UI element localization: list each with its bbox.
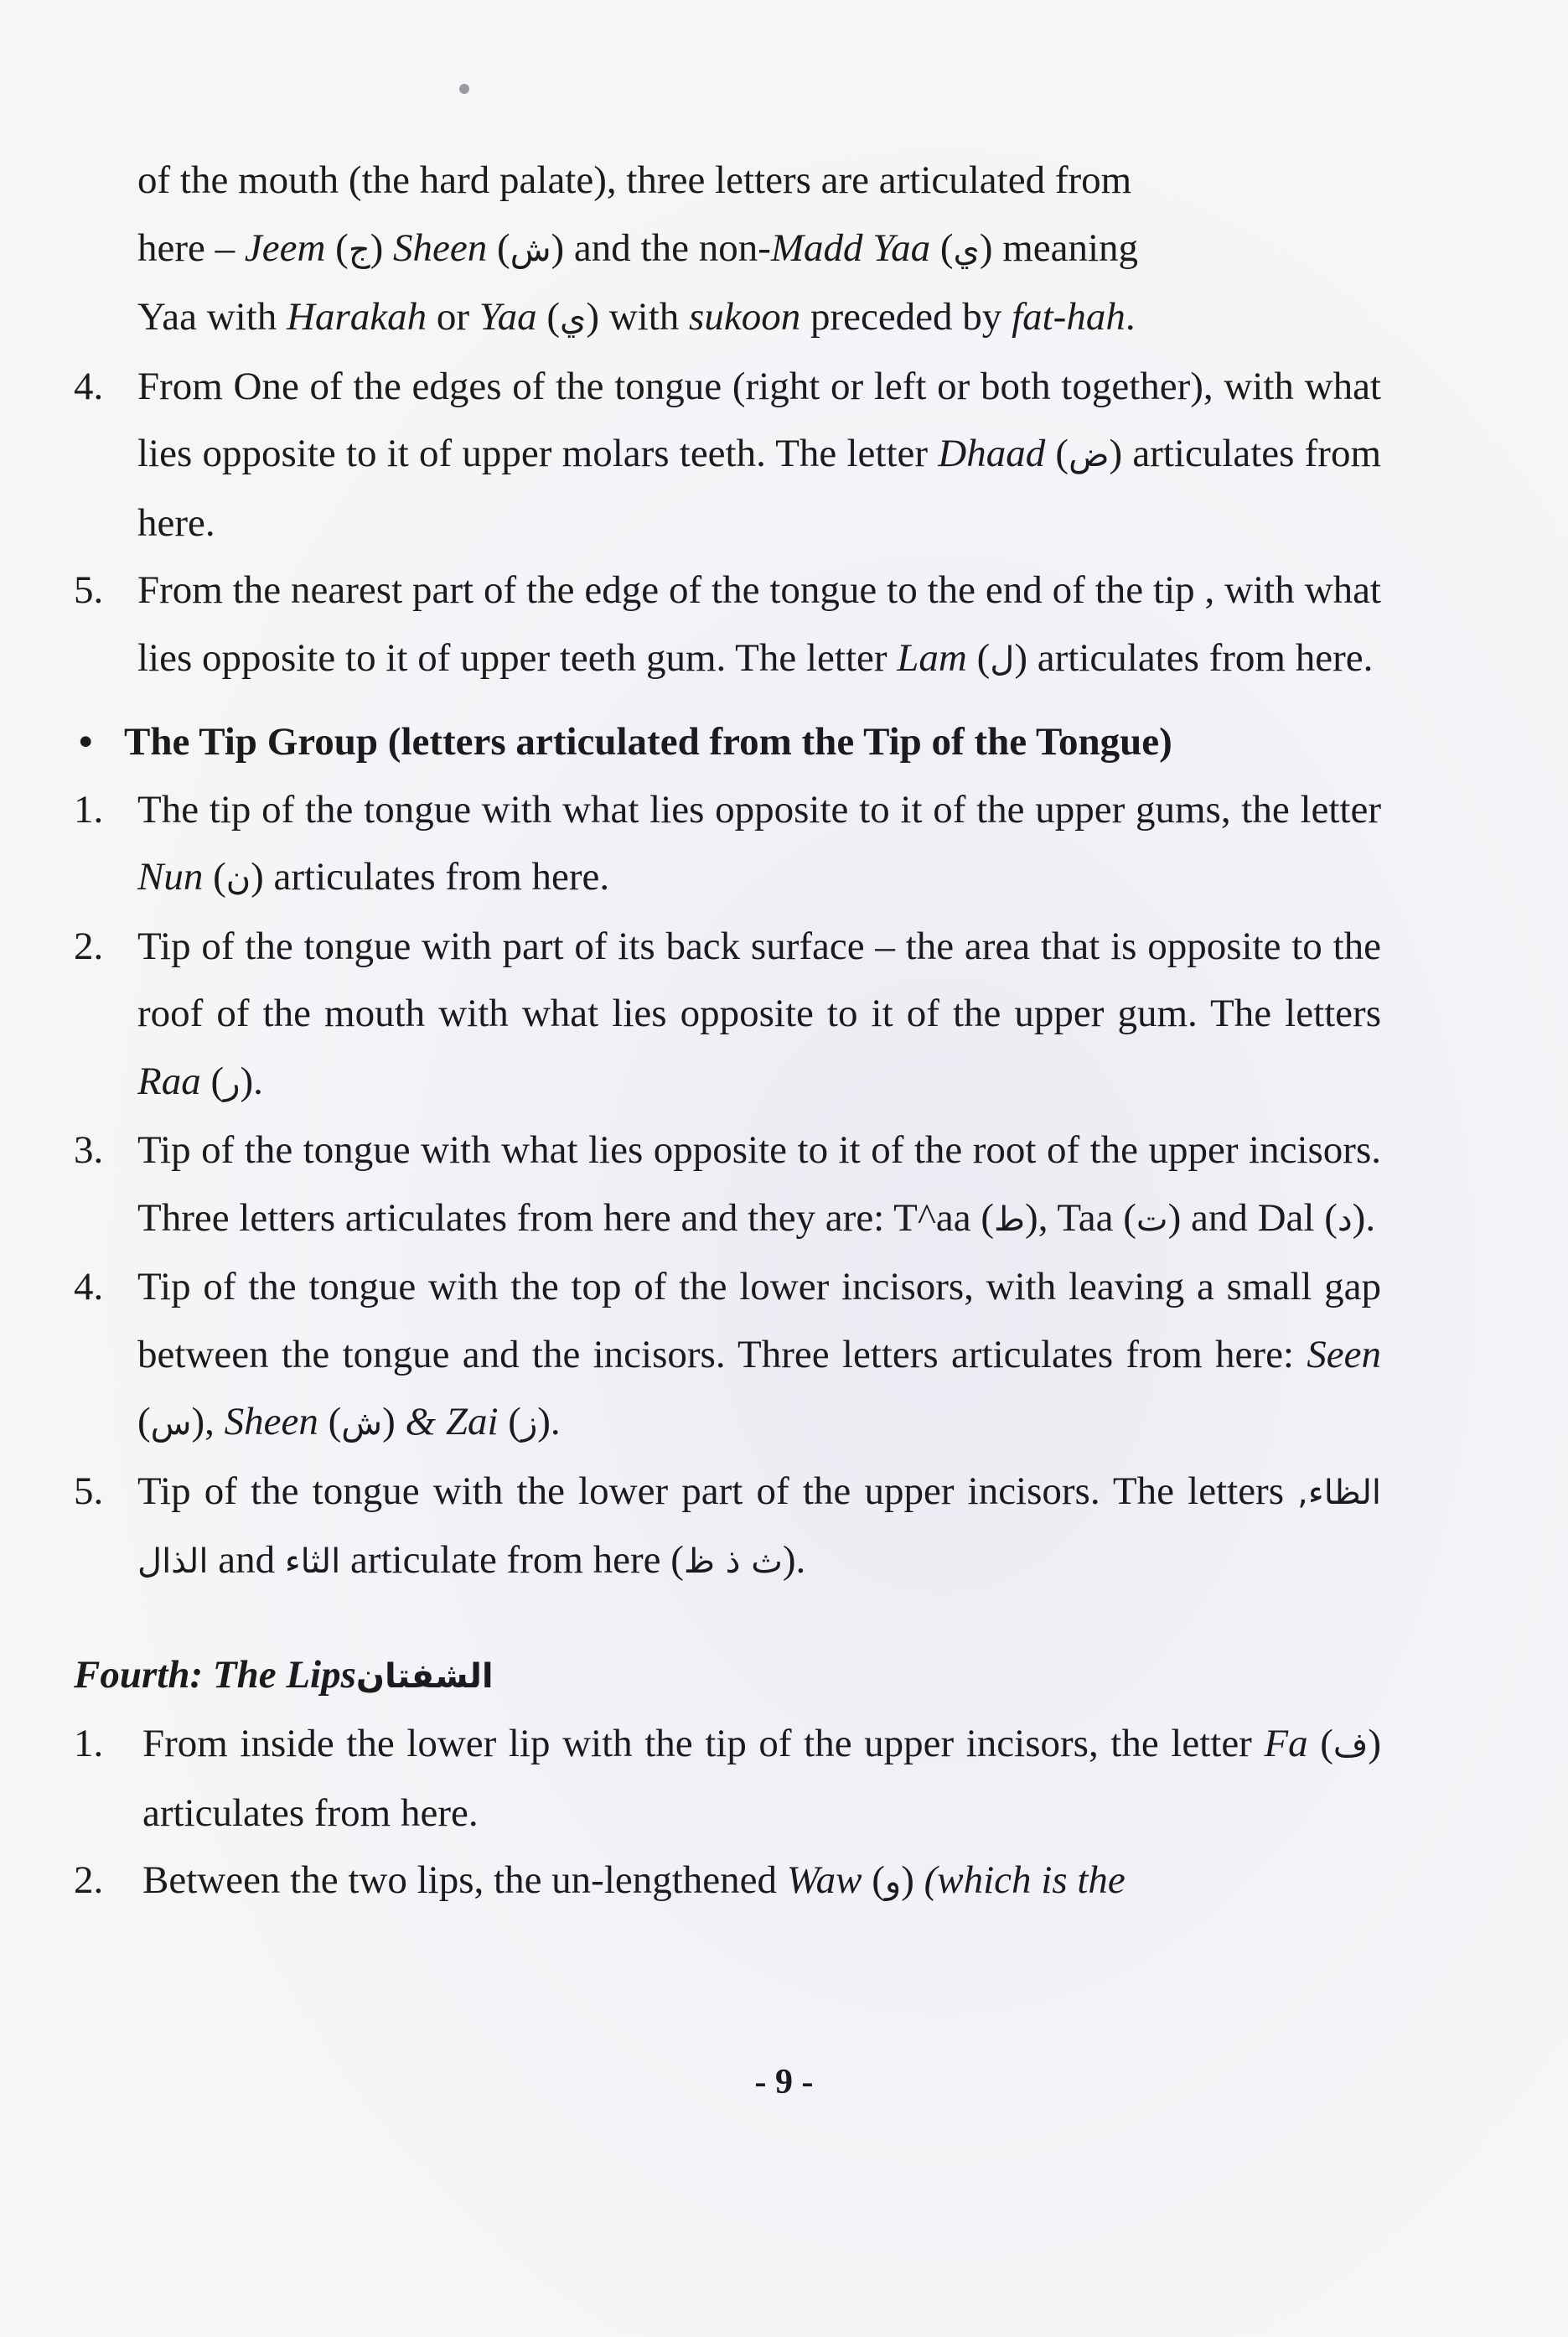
term-waw: Waw (786, 1858, 862, 1902)
text-line: of the mouth (the hard palate), three letters are articulated from (137, 158, 1132, 202)
text-span: and Dal (1181, 1195, 1325, 1240)
title-text: Fourth: The Lips (74, 1652, 356, 1697)
arabic-letter: ر (224, 1063, 241, 1102)
item-text: From One of the edges of the tongue (right or left or both together), with what lies opposite to it of upper molars teeth. The letter Dhaad (ض) articulates from here. (137, 364, 1382, 545)
section-heading (74, 708, 1381, 776)
item-number: 1. (74, 1722, 104, 1765)
section-title (74, 1641, 1381, 1711)
arabic-letter: د (1337, 1200, 1353, 1239)
page-number: - 9 - (754, 2063, 814, 2101)
list-item (74, 1847, 1381, 1916)
list-item (74, 776, 1381, 913)
item-text: Tip of the tongue with what lies opposite to it of the root of the upper incisors. Three letters articulates from here and they are: T^aa (ط), Taa (ت) and Dal (د). (137, 1128, 1381, 1240)
term-fathah: fat-hah (1012, 295, 1126, 339)
text-span: articulates from here. (263, 855, 610, 899)
arabic-letter: ج (348, 230, 370, 269)
text-span: The tip of the tongue with what lies opposite to it of the upper gums, the letter (137, 787, 1381, 832)
text-span: Yaa with (137, 295, 287, 339)
arabic-letter: ش (510, 230, 551, 269)
term-sukoon: sukoon (689, 295, 801, 339)
text-span: (which is the (924, 1858, 1126, 1902)
item-text: Tip of the tongue with the lower part of the upper incisors. The letters الظاء, الذال and الثاء articulate from here (ث ذ ظ). (137, 1469, 1381, 1582)
arabic-letter: ت (1136, 1200, 1168, 1239)
text-span: articulate from here (340, 1538, 671, 1582)
text-span: with (598, 295, 690, 339)
text-span: . (1365, 1195, 1376, 1240)
arabic-letters: ث ذ ظ (683, 1542, 783, 1581)
text-span: . (253, 1059, 263, 1103)
continued-paragraph: of the mouth (the hard palate), three letters are articulated from here – Jeem (ج) Sheen (ش) and the non-Madd Yaa (ي) meaning Yaa with Harakah or Yaa (ي) with sukoon preceded by fat-hah. (137, 158, 1139, 339)
term-raa: Raa (137, 1059, 201, 1103)
text-span: Tip of the tongue with what lies opposite to it of the root of the upper incisors. Three letters articulates from here and they are: T^aa (137, 1128, 1381, 1240)
term-yaa: Yaa (479, 295, 537, 339)
arabic-letter: ض (1069, 436, 1110, 474)
arabic-letter: ف (1333, 1726, 1369, 1764)
term-sheen: Sheen (224, 1400, 318, 1443)
item-number: 1. (74, 787, 104, 832)
text-span: . (1125, 295, 1136, 339)
text-span: Tip of the tongue with the top of the lower incisors, with leaving a small gap between the tongue and the incisors. Three letters articulates from here: (137, 1265, 1381, 1376)
term-harakah: Harakah (287, 295, 427, 339)
item-number: 2. (74, 1858, 104, 1902)
text-span: meaning (1002, 225, 1139, 270)
list-item (74, 1117, 1381, 1253)
term-zai: Zai (445, 1400, 499, 1443)
arabic-letters: الظاء, الذال (137, 1473, 1381, 1581)
term-nun: Nun (137, 855, 204, 899)
item-number: 2. (74, 924, 104, 968)
item-number: 5. (74, 568, 104, 612)
text-span: articulates from here. (137, 432, 1382, 545)
arabic-letter: ز (520, 1404, 538, 1443)
arabic-letter: ي (560, 299, 587, 338)
term-dhaad: Dhaad (938, 432, 1046, 475)
item-text: From the nearest part of the edge of the tongue to the end of the tip , with what lies opposite to it of upper teeth gum. The letter Lam (ل) articulates from here. (137, 568, 1381, 680)
text-span: From inside the lower lip with the tip of the upper incisors, the letter (142, 1722, 1265, 1765)
list-item (74, 1253, 1381, 1458)
list-item (74, 557, 1381, 693)
item-number: 4. (74, 1265, 104, 1308)
item-text: The tip of the tongue with what lies opposite to it of the upper gums, the letter Nun (ن) articulates from here. (137, 787, 1381, 899)
text-span: preceded by (800, 295, 1012, 339)
ampersand: & (405, 1400, 437, 1443)
title-arabic: الشفتان (355, 1656, 494, 1696)
text-span: . (550, 1400, 561, 1443)
term-lam: Lam (897, 635, 967, 680)
list-item (74, 913, 1381, 1117)
arabic-letter: ط (994, 1200, 1026, 1239)
text-span: or (427, 295, 479, 339)
spacer (74, 693, 1381, 708)
text-span: articulates from here. (142, 1790, 479, 1835)
text-span: Tip of the tongue with the lower part of the upper incisors. The letters (137, 1469, 1298, 1513)
text-span: Between the two lips, the un-lengthened (142, 1858, 787, 1902)
text-span: articulates from here. (1027, 635, 1374, 680)
item-text: Tip of the tongue with the top of the lower incisors, with leaving a small gap between the tongue and the incisors. Three letters articulates from here: Seen (س), Sheen (ش) & Zai (ز). (137, 1265, 1381, 1443)
item-number: 4. (74, 364, 104, 408)
term-jeem: Jeem (244, 225, 326, 270)
term-fa: Fa (1264, 1722, 1308, 1765)
arabic-letter: ل (990, 640, 1015, 679)
list-item (74, 353, 1381, 557)
term-madd-yaa: Madd Yaa (770, 225, 931, 270)
text-span: here – (137, 225, 245, 270)
text-span: and (208, 1538, 285, 1582)
item-number: 3. (74, 1128, 104, 1172)
item-number: 5. (74, 1469, 104, 1513)
term-sheen: Sheen (393, 225, 488, 270)
text-span: . (795, 1538, 806, 1582)
text-span: From the nearest part of the edge of the tongue to the end of the tip , with what lies opposite to it of upper teeth gum. The letter (137, 568, 1381, 680)
arabic-letter: ش (341, 1404, 383, 1443)
item-text: Tip of the tongue with part of its back surface – the area that is opposite to the roof of the mouth with what lies opposite to it of the upper gum. The letters Raa (ر). (137, 924, 1381, 1103)
item-text: Between the two lips, the un-lengthened Waw (و) (which is the (142, 1858, 1126, 1902)
page-body (74, 147, 1381, 1916)
text-span: , Taa (1038, 1195, 1124, 1240)
term-seen: Seen (1307, 1332, 1381, 1376)
arabic-letter: ن (225, 859, 251, 898)
list-item (74, 1458, 1381, 1596)
arabic-letter: ي (953, 230, 980, 269)
printing-dot (459, 84, 469, 94)
arabic-letters: الثاء (284, 1542, 341, 1581)
text-span: and the non- (573, 225, 771, 270)
heading-text: The Tip Group (letters articulated from the Tip of the Tongue) (124, 720, 1172, 764)
bullet-icon: • (79, 720, 93, 764)
arabic-letter: و (884, 1863, 902, 1901)
list-item (74, 1710, 1381, 1847)
item-text: From inside the lower lip with the tip of the upper incisors, the letter Fa (ف) articulates from here. (142, 1722, 1381, 1835)
text-span: From One of the edges of the tongue (right or left or both together), with what lies opposite to it of upper molars teeth. The letter (137, 364, 1381, 475)
arabic-letter: س (150, 1404, 192, 1443)
text-span: Tip of the tongue with part of its back surface – the area that is opposite to the roof of the mouth with what lies opposite to it of the upper gum. The letters (137, 924, 1381, 1035)
